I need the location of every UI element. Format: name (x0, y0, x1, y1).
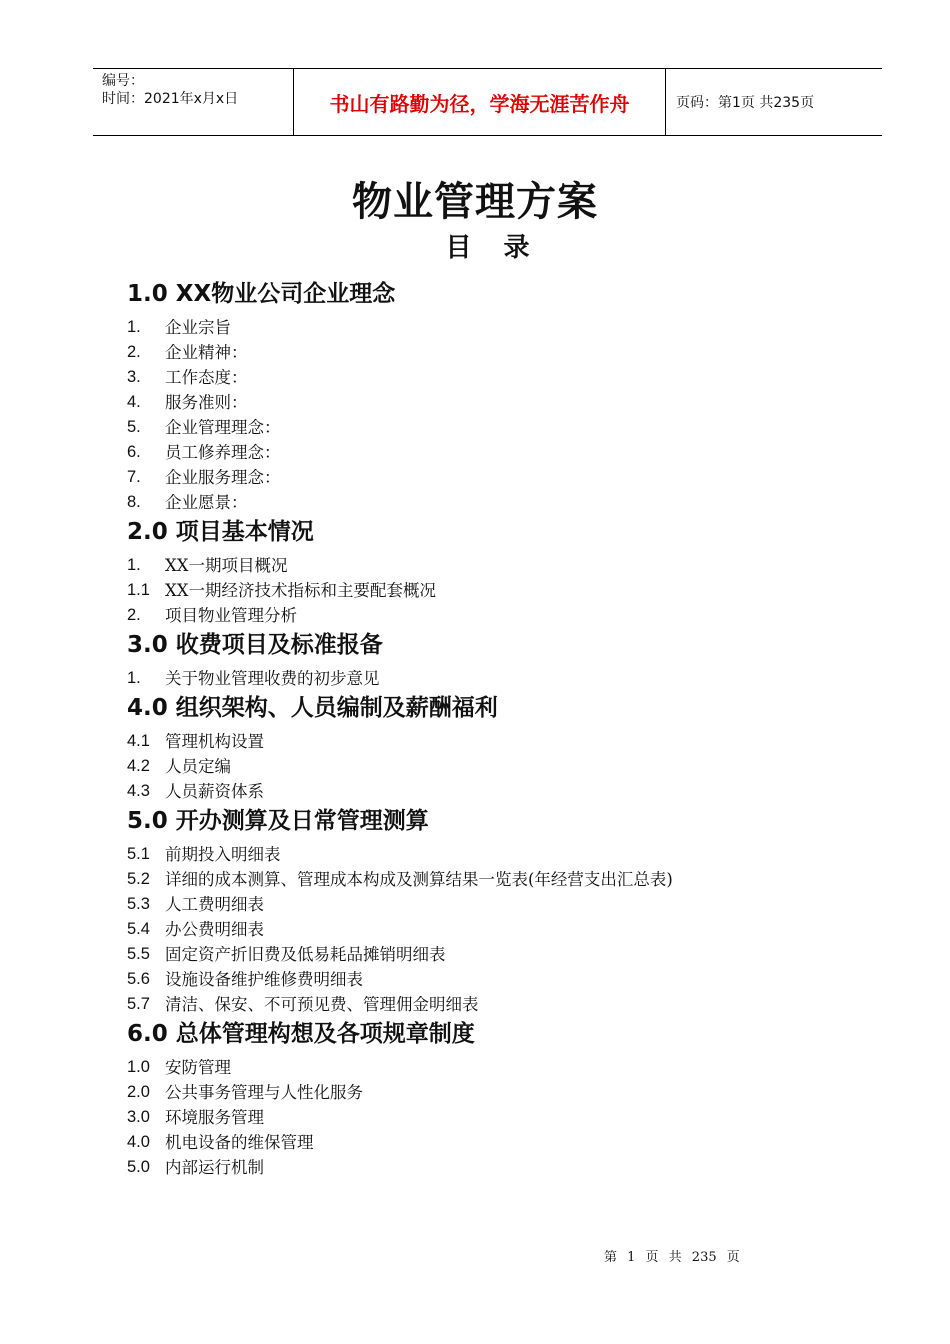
toc-item-text: 公共事务管理与人性化服务 (165, 1083, 363, 1102)
page-header-table (93, 68, 882, 136)
toc-item (127, 390, 847, 415)
toc-item (127, 867, 847, 892)
toc-item (127, 729, 847, 754)
toc-item (127, 315, 847, 340)
toc-item-text: 项目物业管理分析 (165, 606, 297, 625)
toc-item-number: 2.0 (127, 1083, 150, 1101)
toc-item (127, 603, 847, 628)
toc-item-number: 5.0 (127, 1158, 150, 1176)
toc-item-text: 企业服务理念： (165, 468, 281, 487)
toc-item (127, 440, 847, 465)
toc-item-text: 企业精神： (165, 343, 248, 362)
toc-item (127, 917, 847, 942)
toc-item-text: 人员薪资体系 (165, 782, 264, 801)
toc-item (127, 490, 847, 515)
toc-section-heading: 3.0 收费项目及标准报备 (127, 632, 383, 658)
toc-item-number: 8. (127, 493, 141, 511)
toc-section-heading: 4.0 组织架构、人员编制及薪酬福利 (127, 695, 498, 721)
toc-item (127, 340, 847, 365)
toc-item-text: 清洁、保安、不可预见费、管理佣金明细表 (165, 995, 479, 1014)
header-page-info: 页码：第1页 共235页 (676, 95, 815, 111)
time-label: 时间：2021年x月x日 (102, 91, 239, 107)
toc-item-number: 1. (127, 556, 141, 574)
number-label: 编号： (102, 73, 144, 89)
toc-item-number: 4. (127, 393, 141, 411)
toc-item-text: 工作态度： (165, 368, 248, 387)
toc-item (127, 578, 847, 603)
toc-item (127, 666, 847, 691)
page-footer: 第 1 页 共 235 页 (604, 1250, 740, 1265)
toc-section (127, 277, 847, 515)
toc-item-number: 4.2 (127, 757, 150, 775)
toc-item-text: 关于物业管理收费的初步意见 (165, 669, 380, 688)
toc-item-text: 管理机构设置 (165, 732, 264, 751)
toc-item-number: 1. (127, 669, 141, 687)
toc-item-number: 2. (127, 606, 141, 624)
toc-item (127, 1080, 847, 1105)
toc-item (127, 967, 847, 992)
toc-item (127, 365, 847, 390)
toc-item (127, 779, 847, 804)
toc-item-text: 详细的成本测算、管理成本构成及测算结果一览表(年经营支出汇总表) (165, 870, 673, 889)
toc-item (127, 1105, 847, 1130)
toc-section-heading: 1.0 XX物业公司企业理念 (127, 281, 396, 307)
toc-item-text: 服务准则： (165, 393, 248, 412)
toc-item-number: 5. (127, 418, 141, 436)
toc-section (127, 691, 847, 804)
toc-item-number: 5.3 (127, 895, 150, 913)
toc-item (127, 992, 847, 1017)
toc-item-text: XX一期经济技术指标和主要配套概况 (165, 581, 436, 600)
toc-item (127, 942, 847, 967)
toc-item (127, 754, 847, 779)
toc-item-number: 2. (127, 343, 141, 361)
toc-item-text: 人工费明细表 (165, 895, 264, 914)
toc-item (127, 1130, 847, 1155)
toc-item-text: 安防管理 (165, 1058, 231, 1077)
toc-item-text: 内部运行机制 (165, 1158, 264, 1177)
toc-item-number: 5.1 (127, 845, 150, 863)
toc-section-heading: 5.0 开办测算及日常管理测算 (127, 808, 429, 834)
toc-item-text: 前期投入明细表 (165, 845, 281, 864)
toc-item-number: 1. (127, 318, 141, 336)
toc-section (127, 804, 847, 1017)
toc-item-number: 4.1 (127, 732, 150, 750)
toc-item-number: 5.4 (127, 920, 150, 938)
toc-section (127, 628, 847, 691)
toc-title-char-1: 目 (445, 233, 472, 263)
toc-item-number: 3.0 (127, 1108, 150, 1126)
toc-item-number: 7. (127, 468, 141, 486)
toc-section (127, 1017, 847, 1180)
toc-item-text: 固定资产折旧费及低易耗品摊销明细表 (165, 945, 446, 964)
toc-item-number: 1.0 (127, 1058, 150, 1076)
toc-item (127, 1055, 847, 1080)
toc-item (127, 465, 847, 490)
table-of-contents (127, 277, 847, 1180)
toc-item-number: 1.1 (127, 581, 150, 599)
toc-item-text: 机电设备的维保管理 (165, 1133, 314, 1152)
toc-item-text: 企业管理理念： (165, 418, 281, 437)
toc-item-text: 环境服务管理 (165, 1108, 264, 1127)
document-title: 物业管理方案 (352, 178, 598, 225)
toc-title (0, 227, 950, 264)
toc-section-heading: 6.0 总体管理构想及各项规章制度 (127, 1021, 475, 1047)
toc-item-text: 人员定编 (165, 757, 231, 776)
toc-item-number: 5.5 (127, 945, 150, 963)
toc-item (127, 415, 847, 440)
toc-item-text: 办公费明细表 (165, 920, 264, 939)
toc-item (127, 553, 847, 578)
toc-item-number: 5.2 (127, 870, 150, 888)
toc-item-text: 员工修养理念： (165, 443, 281, 462)
toc-item-number: 4.3 (127, 782, 150, 800)
toc-section (127, 515, 847, 628)
header-motto: 书山有路勤为径，学海无涯苦作舟 (293, 69, 666, 135)
toc-item (127, 842, 847, 867)
toc-item-number: 4.0 (127, 1133, 150, 1151)
toc-item-number: 6. (127, 443, 141, 461)
toc-item-text: XX一期项目概况 (165, 556, 288, 575)
toc-item (127, 1155, 847, 1180)
toc-item-text: 设施设备维护维修费明细表 (165, 970, 363, 989)
header-meta-cell (93, 69, 293, 135)
toc-item-text: 企业愿景： (165, 493, 248, 512)
toc-item-number: 5.6 (127, 970, 150, 988)
toc-section-heading: 2.0 项目基本情况 (127, 519, 314, 545)
toc-title-char-2: 录 (503, 233, 530, 263)
toc-item-text: 企业宗旨 (165, 318, 231, 337)
toc-item (127, 892, 847, 917)
toc-item-number: 5.7 (127, 995, 150, 1013)
toc-item-number: 3. (127, 368, 141, 386)
